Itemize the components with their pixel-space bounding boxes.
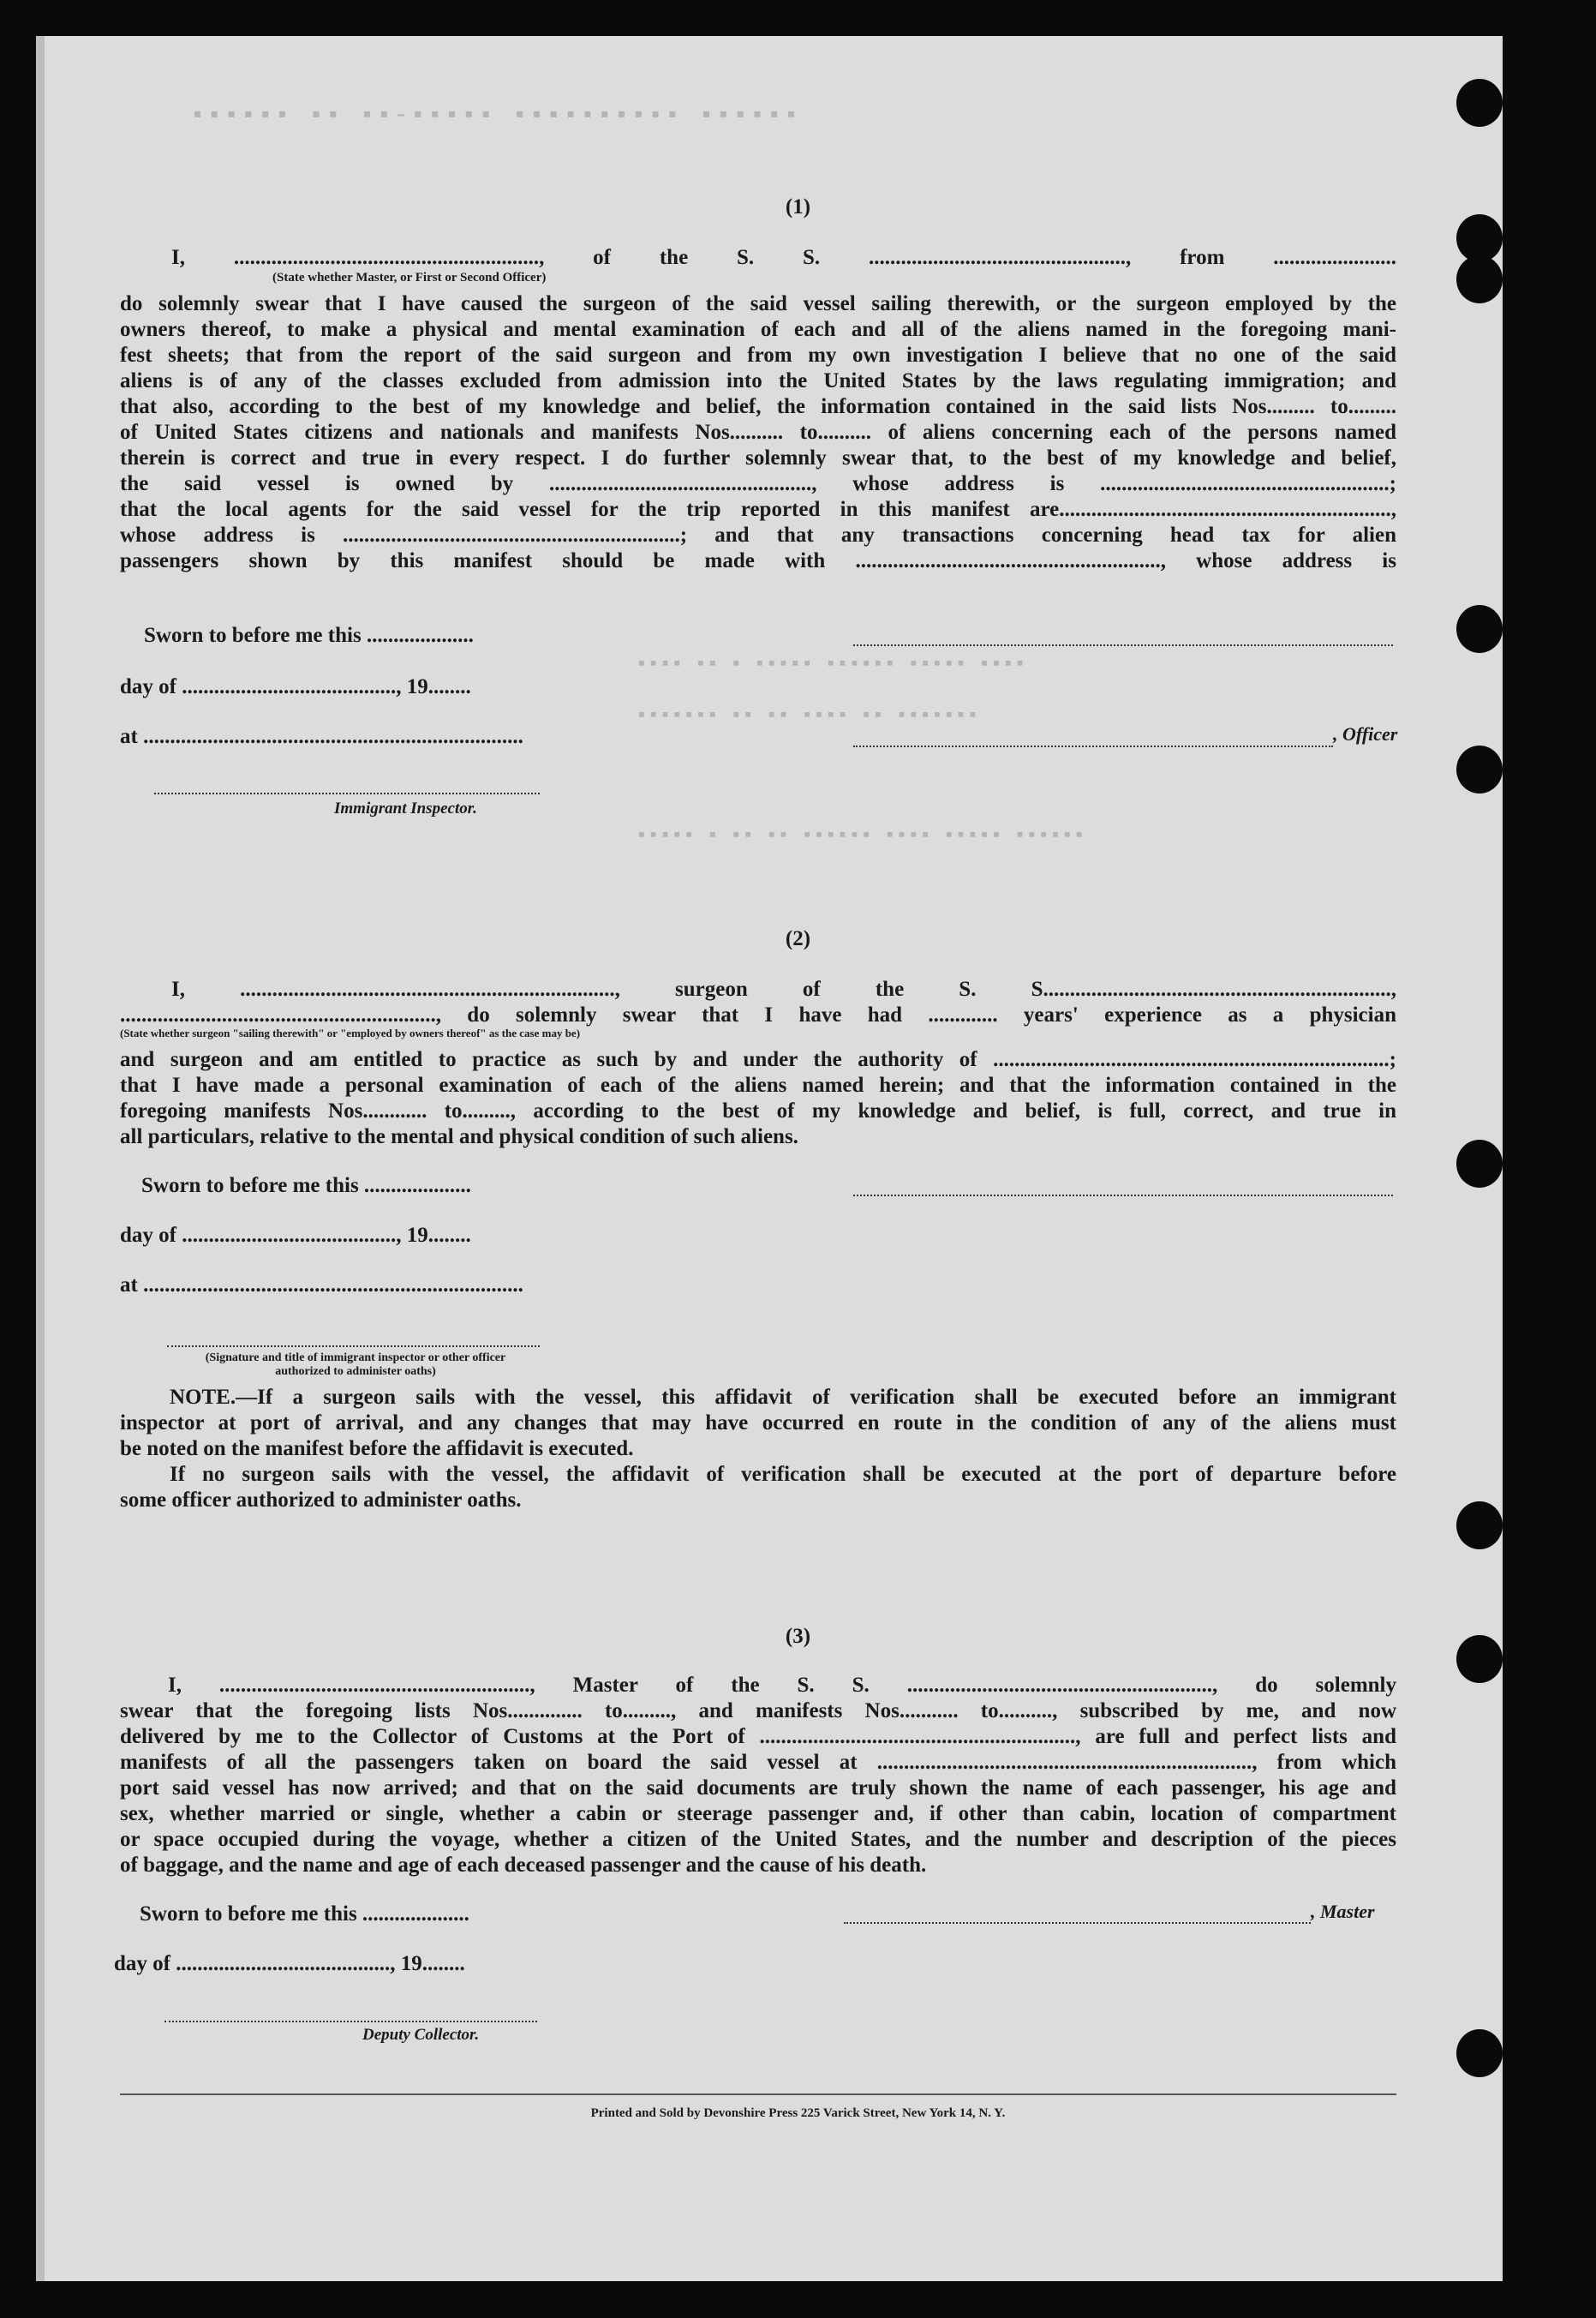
paper-edge-shadow xyxy=(36,36,45,2281)
surgeon-caption: (State whether surgeon "sailing therewith" or "employed by owners thereof" as the case may be) xyxy=(120,1027,581,1039)
text-line: or space occupied during the voyage, whether a citizen of the United States, and the number and description of the pieces xyxy=(120,1828,1396,1851)
note-line: NOTE.—If a surgeon sails with the vessel, this affidavit of verification shall be executed before an immigrant xyxy=(170,1386,1396,1409)
punch-hole xyxy=(1456,746,1503,794)
text-line: that the local agents for the said vessel for the trip reported in this manifest are.............................................................., xyxy=(120,498,1396,521)
text-line: port said vessel has now arrived; and that on the said documents are truly shown the name of each passenger, his age and xyxy=(120,1776,1396,1800)
text-line: whose address is ...............................................................; and that any transactions concerning head tax for alien xyxy=(120,524,1396,547)
surgeon-signature-line xyxy=(853,1195,1393,1196)
text-line: foregoing manifests Nos............ to........., according to the best of my knowledge and belief, is full, correct, and true in xyxy=(120,1099,1396,1123)
text-line: do solemnly swear that I have caused the surgeon of the said vessel sailing therewith, or the surgeon employed by the xyxy=(120,292,1396,315)
officer-signature-line-2 xyxy=(853,746,1333,747)
bleed-through-block-2: ▪▪▪▪▪▪▪ ▪▪ ▪▪ ▪▪▪▪ ▪▪ ▪▪▪▪▪▪▪ xyxy=(636,704,979,727)
punch-hole xyxy=(1456,79,1503,127)
text-line: passengers shown by this manifest should be made with ........................................................., whose address is xyxy=(120,549,1396,572)
text-line: therein is correct and true in every respect. I do further solemnly swear that, to the best of my knowledge and belief, xyxy=(120,446,1396,470)
section-3-number: (3) xyxy=(785,1625,811,1648)
officer-label: , Officer xyxy=(1333,723,1398,745)
text-line: owners thereof, to make a physical and mental examination of each and all of the aliens named in the foregoing mani- xyxy=(120,318,1396,341)
punch-hole xyxy=(1456,1501,1503,1549)
sworn-before-label: Sworn to before me this .................... xyxy=(144,624,474,647)
text-line: of baggage, and the name and age of each deceased passenger and the cause of his death. xyxy=(120,1854,927,1877)
sworn-before-label: Sworn to before me this .................... xyxy=(141,1174,471,1197)
deputy-collector-caption: Deputy Collector. xyxy=(362,2026,480,2044)
section-1-number: (1) xyxy=(785,195,811,219)
day-of-label: day of ........................................, 19........ xyxy=(120,675,471,698)
footer-rule xyxy=(120,2093,1396,2095)
bleed-through-block: ▪▪▪▪ ▪▪ ▪ ▪▪▪▪▪ ▪▪▪▪▪▪ ▪▪▪▪▪ ▪▪▪▪ xyxy=(636,653,1026,675)
day-of-label: day of ........................................, 19........ xyxy=(114,1952,465,1975)
at-label: at ....................................................................... xyxy=(120,725,523,748)
text-line: that also, according to the best of my knowledge and belief, the information contained in the said lists Nos......... to......... xyxy=(120,395,1396,418)
bleed-through-heading: ▪▪▪▪▪▪ ▪▪ ▪▪-▪▪▪▪▪ ▪▪▪▪▪▪▪▪▪▪ ▪▪▪▪▪▪ xyxy=(190,103,801,129)
text-line: fest sheets; that from the report of the said surgeon and from my own investigation I believe that no one of the said xyxy=(120,344,1396,367)
section-2-number: (2) xyxy=(785,927,811,950)
text-line: I, .........................................................., Master of the S. S. ........................................................., do solemnly xyxy=(168,1674,1396,1697)
bleed-through-block-3: ▪▪▪▪▪ ▪ ▪▪ ▪▪ ▪▪▪▪▪▪ ▪▪▪▪ ▪▪▪▪▪ ▪▪▪▪▪▪ xyxy=(636,824,1085,847)
inspector-signature-line xyxy=(167,1345,540,1347)
sworn-before-label: Sworn to before me this .................... xyxy=(140,1902,469,1926)
surgeon-experience-line: ..........................................................., do solemnly swear that I have had ............. years' experience as a physician xyxy=(120,1003,1396,1027)
punch-hole xyxy=(1456,2029,1503,2077)
text-line: manifests of all the passengers taken on board the said vessel at ......................................................................, from which xyxy=(120,1751,1396,1774)
collector-signature-line xyxy=(164,2021,537,2022)
text-line: and surgeon and am entitled to practice as such by and under the authority of ..........................................................................; xyxy=(120,1048,1396,1071)
punch-hole xyxy=(1456,605,1503,653)
punch-hole xyxy=(1456,255,1503,303)
master-label: , Master xyxy=(1311,1901,1375,1922)
note-line: some officer authorized to administer oaths. xyxy=(120,1488,522,1512)
note-line: inspector at port of arrival, and any changes that may have occurred en route in the condition of any of the aliens must xyxy=(120,1411,1396,1435)
note-line: If no surgeon sails with the vessel, the affidavit of verification shall be executed at the port of departure before xyxy=(170,1463,1396,1486)
surgeon-name-line: I, ......................................................................, surgeon of the S. S................................................................., xyxy=(171,978,1396,1001)
inspector-signature-line xyxy=(154,793,540,794)
at-label: at ....................................................................... xyxy=(120,1273,523,1297)
day-of-label: day of ........................................, 19........ xyxy=(120,1224,471,1247)
punch-hole xyxy=(1456,1140,1503,1188)
officer-signature-line xyxy=(853,644,1393,646)
printer-imprint: Printed and Sold by Devonshire Press 225 Varick Street, New York 14, N. Y. xyxy=(590,2106,1006,2120)
text-line: the said vessel is owned by ................................................., whose address is ......................................................; xyxy=(120,472,1396,495)
master-signature-line xyxy=(844,1922,1311,1924)
text-line: sex, whether married or single, whether a cabin or steerage passenger and, if other than cabin, location of compartment xyxy=(120,1802,1396,1825)
officer-caption: (State whether Master, or First or Second Officer) xyxy=(272,271,547,285)
text-line: aliens is of any of the classes excluded from admission into the United States by the laws regulating immigration; and xyxy=(120,369,1396,392)
text-line: of United States citizens and nationals and manifests Nos.......... to.......... of aliens concerning each of the persons named xyxy=(120,421,1396,444)
text-line: that I have made a personal examination of each of the aliens named herein; and that the information contained in the xyxy=(120,1074,1396,1097)
signature-caption: (Signature and title of immigrant inspector or other officer authorized to administer oaths) xyxy=(205,1351,506,1378)
text-line: delivered by me to the Collector of Customs at the Port of ..........................................................., are full and perfect lists and xyxy=(120,1725,1396,1748)
text-line: all particulars, relative to the mental and physical condition of such aliens. xyxy=(120,1125,798,1148)
section-1-opening-line: I, ........................................................., of the S. S. ................................................, from ....................... xyxy=(171,246,1396,269)
inspector-caption: Immigrant Inspector. xyxy=(334,800,477,818)
text-line: swear that the foregoing lists Nos.............. to........., and manifests Nos........... to.........., subscribed by me, and now xyxy=(120,1699,1396,1722)
note-line: be noted on the manifest before the affidavit is executed. xyxy=(120,1437,634,1460)
